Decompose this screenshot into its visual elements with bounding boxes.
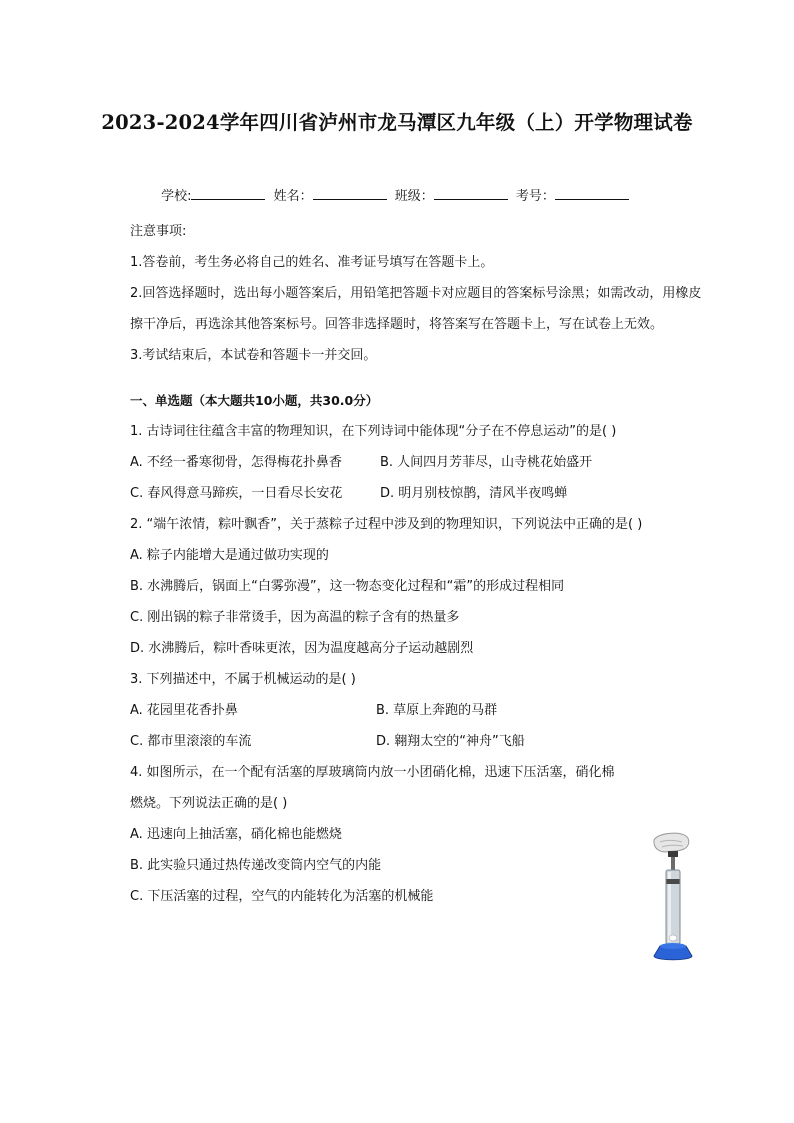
option-row (130, 478, 710, 509)
option-a: A. 不经一番寒彻骨，怎得梅花扑鼻香 (130, 455, 342, 470)
option-b: B. 草原上奔跑的马群 (376, 703, 498, 718)
section-heading: 一、单选题（本大题共10小题，共30.0分） (130, 393, 379, 408)
exam-body (130, 216, 710, 912)
notice-heading: 注意事项: (130, 224, 187, 239)
notice-item: 2.回答选择题时，选出每小题答案后，用铅笔把答题卡对应题目的答案标号涂黑；如需改动，用橡皮擦干净后，再选涂其他答案标号。回答非选择题时，将答案写在答题卡上，写在试卷上无效。 (130, 286, 702, 332)
option-row (130, 695, 710, 726)
class-blank[interactable] (434, 186, 508, 200)
exam-title: 2023-2024学年四川省泸州市龙马潭区九年级（上）开学物理试卷 (101, 111, 693, 134)
name-label: 姓名： (273, 189, 313, 204)
school-blank[interactable] (191, 186, 265, 200)
option-row (130, 447, 710, 478)
option-b: B. 此实验只通过热传递改变筒内空气的内能 (130, 858, 382, 873)
option-d: D. 明月别枝惊鹊，清风半夜鸣蝉 (380, 486, 568, 501)
option-c: C. 都市里滚滚的车流 (130, 734, 252, 749)
option-c: C. 春风得意马蹄疾，一日看尽长安花 (130, 486, 343, 501)
school-label: 学校: (161, 189, 192, 204)
notice-item: 3.考试结束后，本试卷和答题卡一并交回。 (130, 348, 377, 363)
option-c: C. 刚出锅的粽子非常烫手，因为高温的粽子含有的热量多 (130, 610, 460, 625)
option-a: A. 迅速向上抽活塞，硝化棉也能燃烧 (130, 827, 342, 842)
class-label: 班级： (394, 189, 434, 204)
exam-no-label: 考号： (515, 189, 555, 204)
option-b: B. 水沸腾后，锅面上“白雾弥漫”，这一物态变化过程和“霜”的形成过程相同 (130, 579, 565, 594)
question-stem: 4. 如图所示，在一个配有活塞的厚玻璃筒内放一小团硝化棉，迅速下压活塞，硝化棉燃烧。下列说法正确的是( ) (130, 765, 615, 811)
option-d: D. 水沸腾后，粽叶香味更浓，因为温度越高分子运动越剧烈 (130, 641, 474, 656)
name-blank[interactable] (313, 186, 387, 200)
question-stem: 3. 下列描述中，不属于机械运动的是( ) (130, 672, 356, 687)
option-d: D. 翱翔太空的“神舟”飞船 (376, 734, 525, 749)
option-c: C. 下压活塞的过程，空气的内能转化为活塞的机械能 (130, 889, 434, 904)
question-stem: 2. “端午浓情，粽叶飘香”，关于蒸粽子过程中涉及到的物理知识，下列说法中正确的是( ) (130, 517, 643, 532)
exam-no-blank[interactable] (555, 186, 629, 200)
student-info-row (0, 186, 794, 207)
option-a: A. 花园里花香扑鼻 (130, 703, 238, 718)
option-b: B. 人间四月芳菲尽，山寺桃花始盛开 (380, 455, 593, 470)
notice-item: 1.答卷前，考生务必将自己的姓名、准考证号填写在答题卡上。 (130, 255, 494, 270)
question-stem: 1. 古诗词往往蕴含丰富的物理知识，在下列诗词中能体现“分子在不停息运动”的是( ) (130, 424, 617, 439)
option-a: A. 粽子内能增大是通过做功实现的 (130, 548, 329, 563)
option-row (130, 726, 710, 757)
piston-compression-apparatus-icon (648, 830, 698, 965)
